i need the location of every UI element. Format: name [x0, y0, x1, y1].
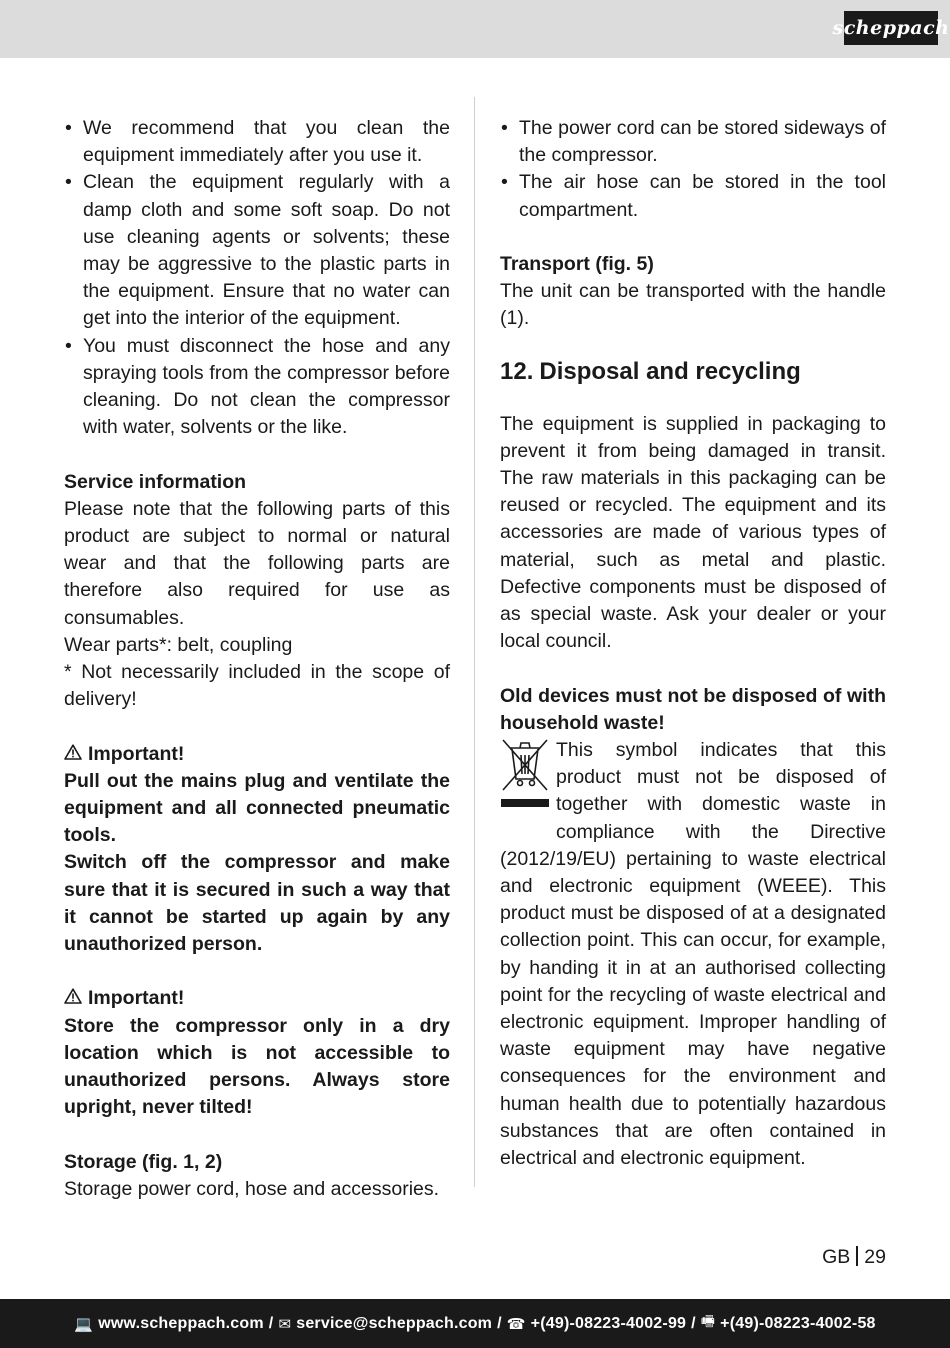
list-item: • We recommend that you clean the equipment immediately after you use it. — [64, 115, 450, 169]
transport-heading: Transport (fig. 5) — [500, 253, 654, 275]
important-heading — [64, 741, 450, 768]
important-text-unplug: Pull out the mains plug and ventilate the equipment and all connected pneumatic tools. — [64, 769, 450, 847]
page-number-value: 29 — [864, 1246, 886, 1268]
footer-separator: / — [497, 1314, 502, 1332]
footer-separator: / — [268, 1314, 274, 1332]
transport-text: The unit can be transported with the handle (1). — [500, 280, 886, 330]
column-divider — [474, 97, 475, 1187]
crossed-out-bin-icon — [500, 737, 552, 819]
important-label: Important! — [88, 987, 185, 1010]
list-item: • The power cord can be stored sideways of the compressor. — [500, 115, 886, 169]
warning-icon — [64, 985, 82, 1012]
weee-text: This symbol indicates that this product must not be disposed of together with domestic waste in compliance with the Directive (2012/19/EU) pertaining to waste electrical and electronic equipment (WEEE). This product must be disposed of at a designated collection point. This can occur, for example, by handing it in at an authorised collecting point for the recycling of waste electrical and electronic equipment. Improper handling of waste equipment may have negative consequences for the environment and human health due to potentially hazardous substances that are often contained in electrical and electronic equipment. — [500, 739, 886, 1170]
service-heading: Service information — [64, 470, 247, 493]
service-text: Please note that the following parts of this product are subject to normal or natural wear and that the following parts are therefore also required for use as consumables. — [64, 497, 450, 629]
list-item: • Clean the equipment regularly with a damp cloth and some soft soap. Do not use cleaning agents or solvents; these may be aggressive to the plastic parts in the equipment. Ensure that no water can get into the interior of the equipment. — [64, 169, 450, 332]
storage-text: Storage power cord, hose and accessories. — [64, 1177, 440, 1200]
right-column — [500, 115, 886, 1172]
disposal-text: The equipment is supplied in packaging to prevent it from being damaged in transit. The raw materials in this packaging can be reused or recycled. The equipment and its accessories are made of various types of material, such as metal and plastic. Defective components must be disposed of as special waste. Ask your dealer or your local council. — [500, 412, 886, 653]
page-lang: GB — [822, 1246, 851, 1268]
storage-bullet-list — [500, 115, 886, 224]
section-number: 12. — [500, 357, 534, 385]
list-item: • The air hose can be stored in the tool compartment. — [500, 169, 886, 223]
footer-website[interactable]: www.scheppach.com — [98, 1314, 264, 1332]
page-number — [822, 1246, 886, 1269]
important-text-switch-off: Switch off the compressor and make sure that it is secured in such a way that it cannot be started up again by any unauthorized person. — [64, 851, 450, 956]
page-number-separator — [856, 1246, 858, 1266]
footer-email[interactable]: service@scheppach.com — [296, 1314, 493, 1332]
warning-icon — [64, 741, 82, 768]
footer-separator: / — [691, 1314, 696, 1332]
scope-note: * Not necessarily included in the scope of delivery! — [64, 661, 450, 711]
scheppach-logo: scheppach — [844, 11, 938, 45]
footer-phone: +(49)-08223-4002-99 — [530, 1314, 687, 1332]
left-column — [64, 115, 450, 1203]
section-title — [500, 357, 886, 387]
fax-icon: 🖷 — [700, 1313, 716, 1330]
wear-parts: Wear parts*: belt, coupling — [64, 633, 293, 656]
footer-fax: +(49)-08223-4002-58 — [720, 1314, 876, 1332]
list-item: • You must disconnect the hose and any spraying tools from the compressor before cleaning. Do not clean the compressor with water, solvents or the like. — [64, 333, 450, 442]
phone-icon: ☎ — [506, 1315, 526, 1333]
storage-heading: Storage (fig. 1, 2) — [64, 1150, 223, 1173]
important-heading — [64, 985, 450, 1012]
section-title-text: Disposal and recycling — [539, 357, 801, 385]
email-icon: ✉ — [278, 1315, 292, 1333]
footer-bar — [0, 1299, 950, 1348]
old-devices-heading: Old devices must not be disposed of with household waste! — [500, 684, 886, 734]
important-label: Important! — [88, 742, 185, 765]
header-bar — [0, 0, 950, 58]
weee-paragraph — [500, 737, 886, 1172]
cleaning-bullet-list — [64, 115, 450, 441]
important-text-store: Store the compressor only in a dry location which is not accessible to unauthorized persons. Always store upright, never tilted! — [64, 1014, 450, 1119]
computer-icon: 💻 — [74, 1315, 94, 1333]
